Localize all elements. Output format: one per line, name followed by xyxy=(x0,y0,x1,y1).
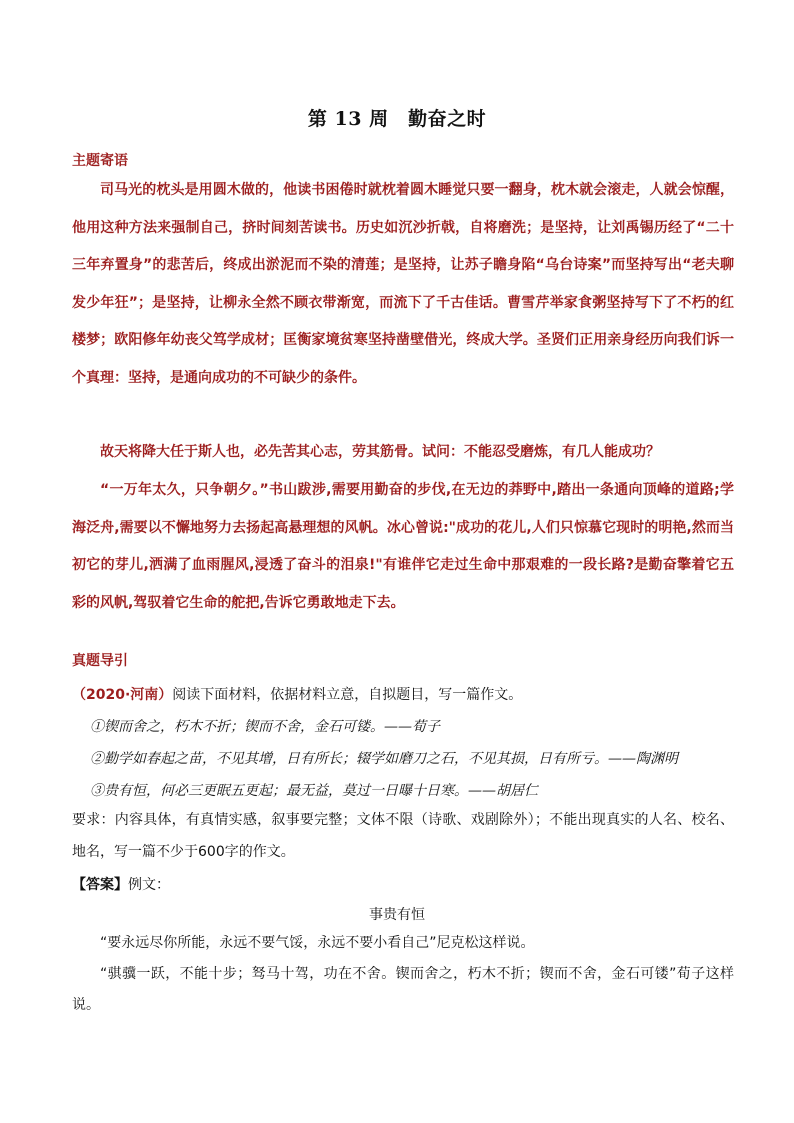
exam-quote-2: ②勤学如春起之苗，不见其增，日有所长；辍学如磨刀之石，不见其损，日有所亏。——陶渊明 xyxy=(90,751,678,767)
exam-prompt: 阅读下面材料，依据材料立意，自拟题目，写一篇作文。 xyxy=(172,687,523,703)
exam-quote-3: ③贵有恒，何必三更眠五更起；最无益，莫过一日曝十日寒。——胡居仁 xyxy=(90,783,538,799)
theme-paragraph-2: 故天将降大任于斯人也，必先苦其心志，劳其筋骨。试问：不能忍受磨炼，有几人能成功？ xyxy=(100,444,660,460)
page-title: 第 13 周 勤奋之时 xyxy=(307,108,487,130)
answer-line xyxy=(72,874,170,894)
exam-quote-1: ①锲而舍之，朽木不折；锲而不舍，金石可镂。——荀子 xyxy=(90,719,440,735)
essay-paragraph-2: “骐骥一跃，不能十步；驽马十驾，功在不舍。锲而舍之，朽木不折；锲而不舍，金石可镂”荀子这样说。 xyxy=(72,966,734,1013)
answer-prefix: 例文： xyxy=(128,877,170,893)
answer-label: 【答案】 xyxy=(72,877,128,893)
theme-section-label: 主题寄语 xyxy=(72,153,128,169)
theme-paragraph-3: “一万年太久，只争朝夕。”书山跋涉,需要用勤奋的步伐,在无边的莽野中,踏出一条通向顶峰的道路;学海泛舟,需要以不懈地努力去扬起高悬理想的风帆。冰心曾说:"成功的花儿,人们只惊慕它现时的明艳,然而当初它的芽儿,洒满了血雨腥风,浸透了奋斗的泪泉!"有谁伴它走过生命中那艰难的一段长路?是勤奋擎着它五彩的风帆,驾驭着它生命的舵把,告诉它勇敢地走下去。 xyxy=(72,482,734,611)
exam-section-label: 真题导引 xyxy=(72,653,128,669)
theme-paragraph-1: 司马光的枕头是用圆木做的，他读书困倦时就枕着圆木睡觉只要一翻身，枕木就会滚走，人就会惊醒，他用这种方法来强制自己，挤时间刻苦读书。历史如沉沙折戟，自将磨洗；是坚持，让刘禹锡历经了“二十三年弃置身”的悲苦后，终成出淤泥而不染的清莲；是坚持，让苏子瞻身陷“乌台诗案”而坚持写出“老夫聊发少年狂”；是坚持，让柳永全然不顾衣带渐宽，而流下了千古佳话。曹雪芹举家食粥坚持写下了不朽的红楼梦；欧阳修年幼丧父笃学成材；匡衡家境贫寒坚持凿壁借光，终成大学。圣贤们正用亲身经历向我们诉一个真理：坚持，是通向成功的不可缺少的条件。 xyxy=(72,182,734,386)
exam-source: （2020·河南） xyxy=(72,687,173,703)
essay-title: 事贵有恒 xyxy=(369,907,425,923)
essay-paragraph-1: “要永远尽你所能，永远不要气馁，永远不要小看自己”尼克松这样说。 xyxy=(100,935,535,951)
exam-requirement: 要求：内容具体，有真情实感，叙事要完整；文体不限（诗歌、戏剧除外）；不能出现真实的人名、校名、地名，写一篇不少于600字的作文。 xyxy=(72,812,734,860)
exam-prompt-line xyxy=(72,684,522,704)
